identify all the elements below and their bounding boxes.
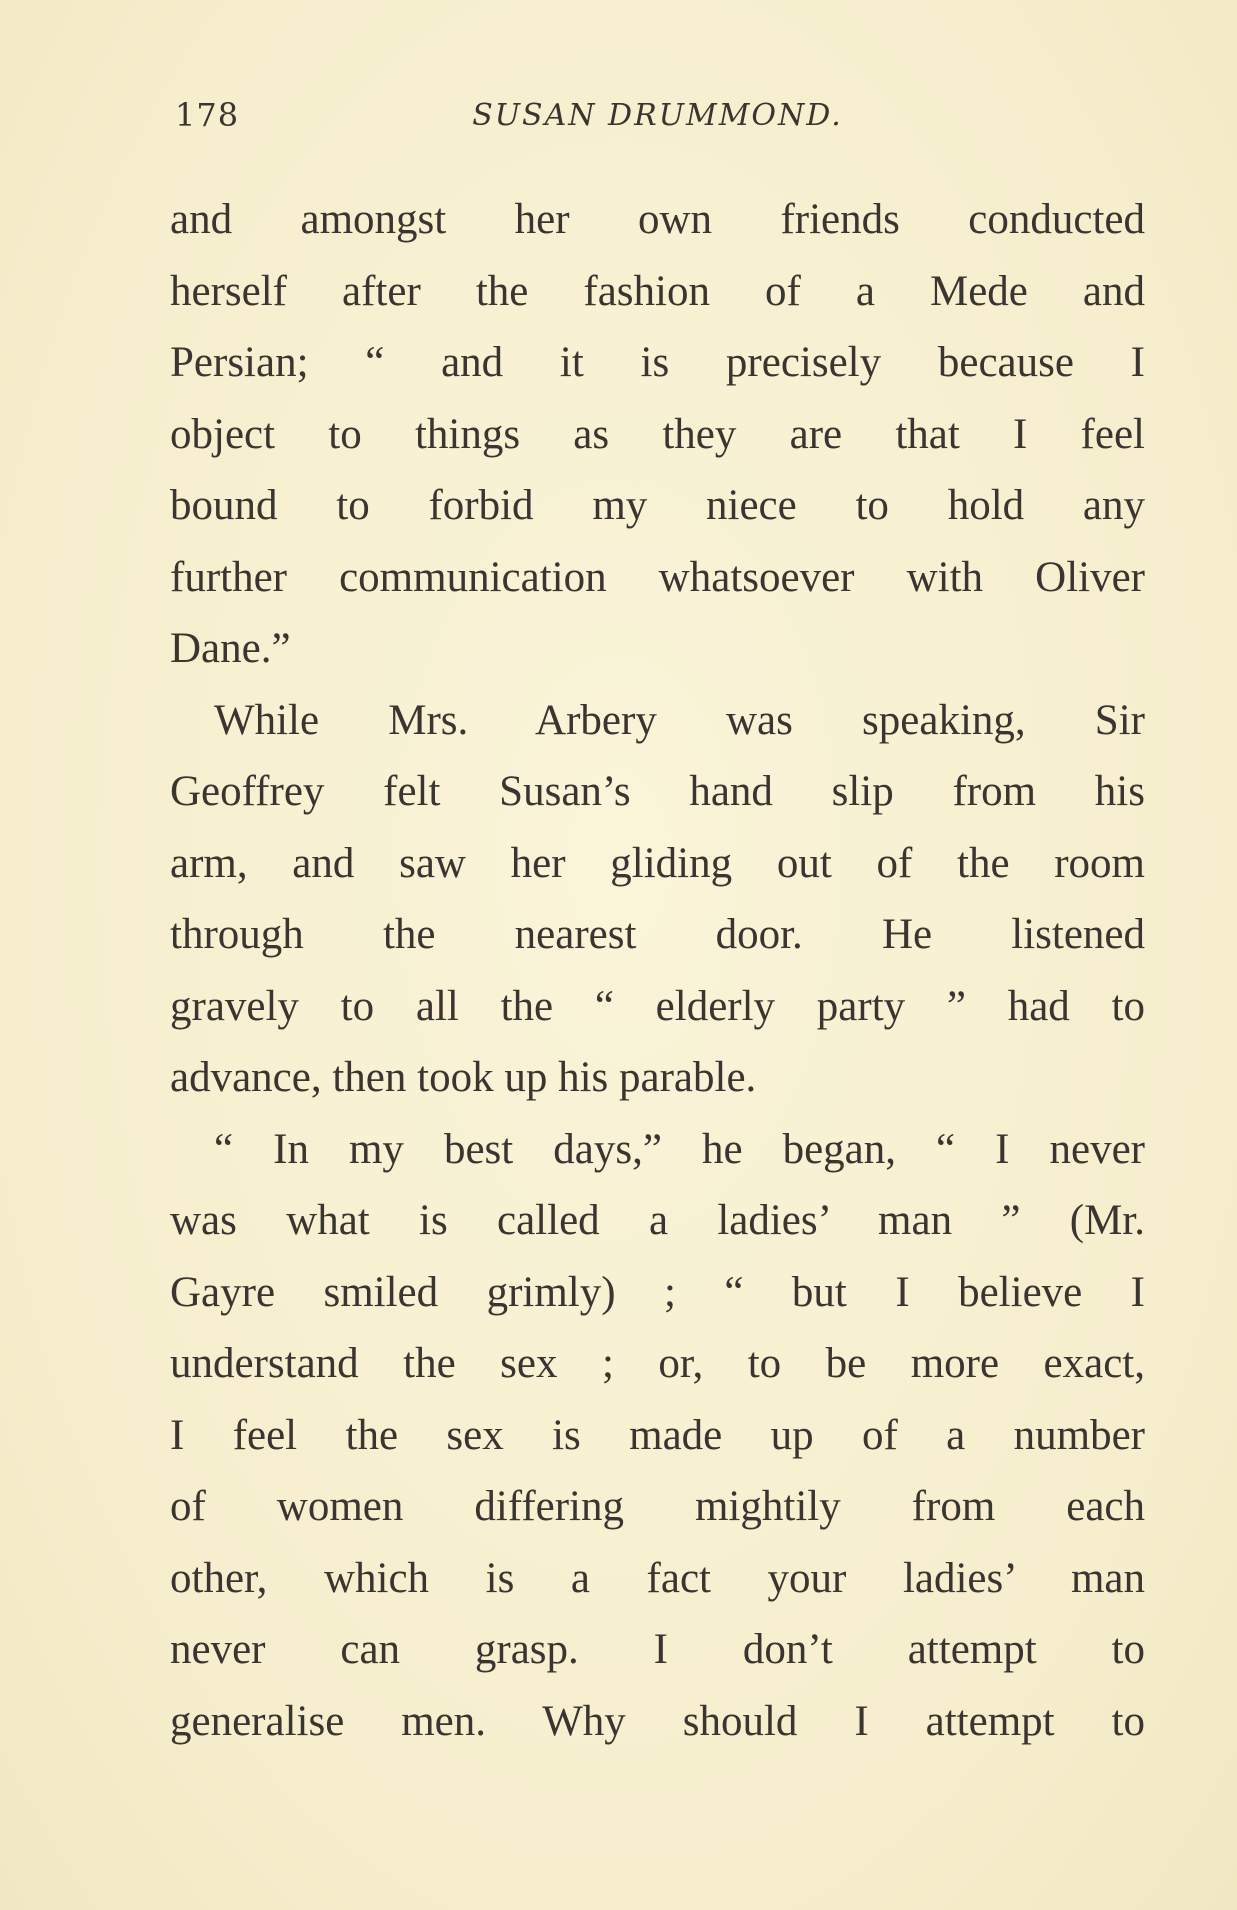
body-text bbox=[170, 184, 1145, 1757]
text-line: While Mrs. Arbery was speaking, Sir bbox=[214, 696, 1145, 744]
text-line: Gayre smiled grimly) ; “ but I believe I bbox=[170, 1268, 1145, 1316]
running-title: SUSAN DRUMMOND. bbox=[472, 98, 843, 133]
text-line: herself after the fashion of a Mede and bbox=[170, 267, 1145, 315]
page-header bbox=[170, 96, 1145, 146]
text-line: through the nearest door. He listened bbox=[170, 911, 1145, 958]
text-line: further communication whatsoever with Oliver bbox=[170, 553, 1145, 601]
text-line: object to things as they are that I feel bbox=[170, 410, 1145, 458]
text-line: of women differing mightily from each bbox=[170, 1483, 1145, 1530]
text-line: generalise men. Why should I attempt to bbox=[170, 1697, 1145, 1745]
text-line: understand the sex ; or, to be more exact, bbox=[170, 1340, 1145, 1387]
text-line: and amongst her own friends conducted bbox=[170, 196, 1145, 243]
page-number: 178 bbox=[175, 96, 240, 134]
text-line: never can grasp. I don’t attempt to bbox=[170, 1626, 1145, 1673]
text-line: I feel the sex is made up of a number bbox=[170, 1411, 1145, 1459]
text-line: was what is called a ladies’ man ” (Mr. bbox=[170, 1197, 1145, 1244]
text-line: advance, then took up his parable. bbox=[170, 1054, 757, 1101]
text-line: arm, and saw her gliding out of the room bbox=[170, 839, 1145, 887]
text-line: other, which is a fact your ladies’ man bbox=[170, 1554, 1145, 1602]
text-line: “ In my best days,” he began, “ I never bbox=[214, 1125, 1145, 1173]
text-line: gravely to all the “ elderly party ” had to bbox=[170, 982, 1145, 1030]
text-line: Dane.” bbox=[170, 625, 291, 672]
text-line: Persian; “ and it is precisely because I bbox=[170, 339, 1145, 386]
text-line: Geoffrey felt Susan’s hand slip from his bbox=[170, 768, 1145, 815]
text-line: bound to forbid my niece to hold any bbox=[170, 482, 1145, 529]
